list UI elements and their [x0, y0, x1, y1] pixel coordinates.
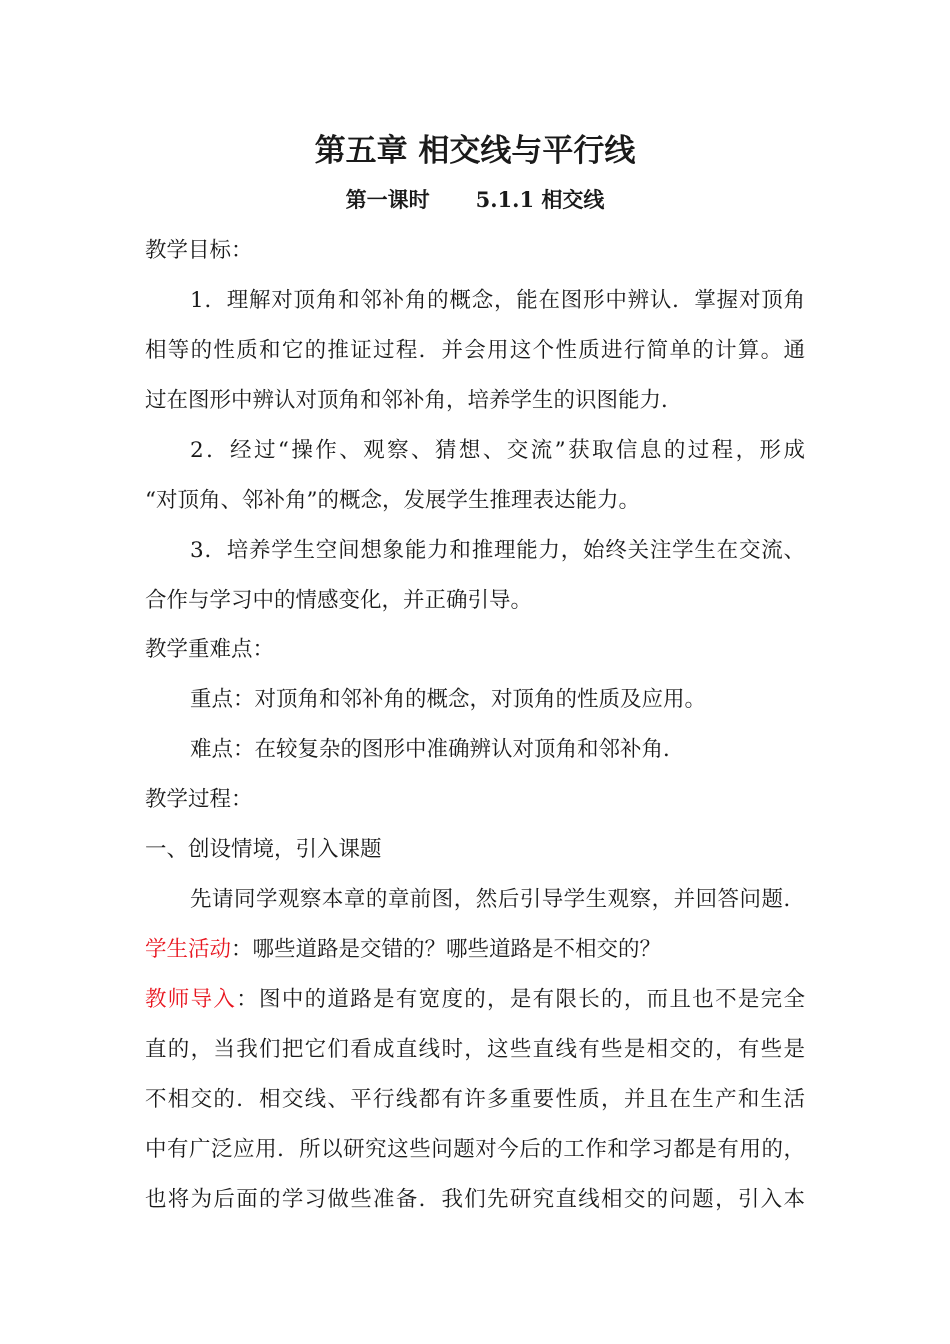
intro-paragraph: 先请同学观察本章的章前图，然后引导学生观察，并回答问题．: [190, 887, 805, 912]
lesson-number: 第一课时: [345, 187, 430, 212]
teacher-intro-line: [145, 985, 805, 1015]
goal-3-line-2: 合作与学习中的情感变化，并正确引导。: [145, 588, 533, 613]
teacher-paragraph-line-2: 直的，当我们把它们看成直线时，这些直线有些是相交的，有些是: [145, 1037, 805, 1062]
goal-1-line-1: 1．理解对顶角和邻补角的概念，能在图形中辨认．掌握对顶角: [190, 288, 805, 313]
key-points-heading: 教学重难点：: [145, 637, 275, 662]
teacher-paragraph-line-4: 中有广泛应用．所以研究这些问题对今后的工作和学习都是有用的，: [145, 1137, 805, 1162]
goals-heading: 教学目标：: [145, 238, 253, 263]
lesson-subtitle: [0, 185, 950, 215]
teacher-intro-text: ：图中的道路是有宽度的，是有限长的，而且也不是完全: [236, 987, 805, 1012]
student-activity-label: 学生活动: [145, 937, 232, 962]
goal-3-line-1: 3．培养学生空间想象能力和推理能力，始终关注学生在交流、: [190, 538, 805, 563]
teacher-paragraph-line-3: 不相交的．相交线、平行线都有许多重要性质，并且在生产和生活: [145, 1087, 805, 1112]
goal-2-line-1: 2．经过“操作、观察、猜想、交流”获取信息的过程，形成: [190, 438, 805, 463]
process-heading: 教学过程：: [145, 787, 253, 812]
section-1-heading: 一、创设情境，引入课题: [145, 837, 382, 862]
goal-1-line-2: 相等的性质和它的推证过程．并会用这个性质进行简单的计算。通: [145, 338, 805, 363]
student-activity-text: ：哪些道路是交错的？哪些道路是不相交的？: [231, 937, 662, 962]
teacher-intro-label: 教师导入: [145, 987, 237, 1012]
difficult-point: 难点：在较复杂的图形中准确辨认对顶角和邻补角．: [190, 737, 685, 762]
teacher-paragraph-line-5: 也将为后面的学习做些准备．我们先研究直线相交的问题，引入本: [145, 1187, 805, 1212]
goal-2-line-2: “对顶角、邻补角”的概念，发展学生推理表达能力。: [145, 488, 640, 513]
student-activity-line: [145, 935, 661, 965]
key-point: 重点：对顶角和邻补角的概念，对顶角的性质及应用。: [190, 687, 707, 712]
chapter-title: 第五章 相交线与平行线: [314, 133, 636, 169]
goal-1-line-3: 过在图形中辨认对顶角和邻补角，培养学生的识图能力．: [145, 388, 683, 413]
lesson-topic: 5.1.1 相交线: [475, 187, 605, 212]
